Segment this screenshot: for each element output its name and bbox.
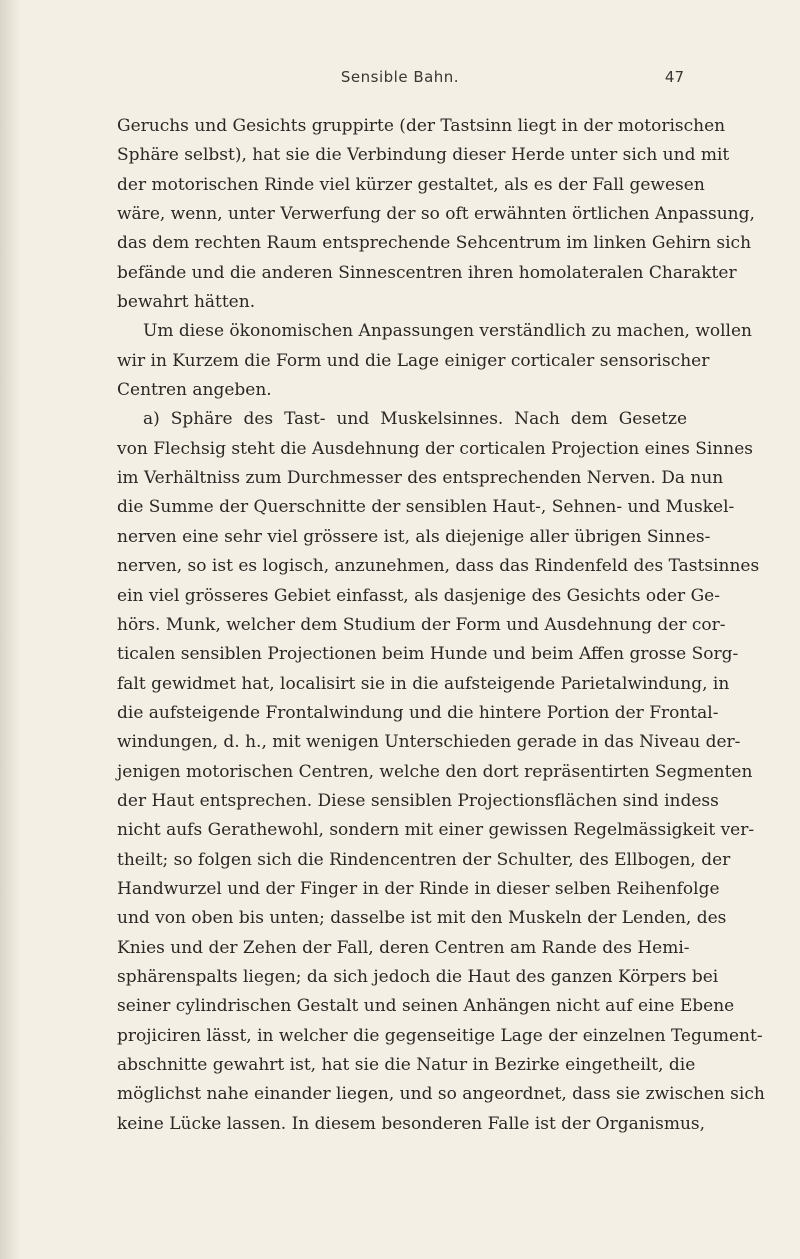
text-line: von Flechsig steht die Ausdehnung der corticalen Projection eines Sinnes bbox=[117, 438, 753, 459]
text-line: projiciren lässt, in welcher die gegenseitige Lage der einzelnen Tegument- bbox=[117, 1025, 763, 1046]
text-line: die aufsteigende Frontalwindung und die hintere Portion der Frontal- bbox=[117, 702, 719, 723]
text-line: nicht aufs Gerathewohl, sondern mit einer gewissen Regelmässigkeit ver- bbox=[117, 820, 755, 841]
text-line: Um diese ökonomischen Anpassungen verständlich zu machen, wollen bbox=[143, 321, 753, 342]
text-line: Centren angeben. bbox=[117, 380, 272, 401]
text-line: Knies und der Zehen der Fall, deren Centren am Rande des Hemi- bbox=[117, 937, 690, 958]
text-line: falt gewidmet hat, localisirt sie in die aufsteigende Parietalwindung, in bbox=[117, 673, 730, 694]
text-line: befände und die anderen Sinnescentren ihren homolateralen Charakter bbox=[117, 262, 737, 283]
page-header bbox=[0, 68, 800, 92]
text-line: keine Lücke lassen. In diesem besonderen Falle ist der Organismus, bbox=[117, 1113, 706, 1134]
text-line: abschnitte gewahrt ist, hat sie die Natur in Bezirke eingetheilt, die bbox=[117, 1055, 696, 1075]
text-line: jenigen motorischen Centren, welche den dort repräsentirten Segmenten bbox=[117, 761, 753, 782]
text-line: nerven, so ist es logisch, anzunehmen, dass das Rindenfeld des Tastsinnes bbox=[117, 556, 760, 577]
page-edge-shadow bbox=[0, 0, 22, 1259]
text-line: und von oben bis unten; dasselbe ist mit den Muskeln der Lenden, des bbox=[117, 908, 727, 929]
text-line: a) Sphäre des Tast- und Muskelsinnes. Nach dem Gesetze bbox=[143, 409, 687, 430]
text-line: der Haut entsprechen. Diese sensiblen Projectionsflächen sind indess bbox=[117, 790, 719, 811]
text-line: windungen, d. h., mit wenigen Unterschieden gerade in das Niveau der- bbox=[117, 732, 741, 753]
text-line: Geruchs und Gesichts gruppirte (der Tastsinn liegt in der motorischen bbox=[117, 116, 726, 136]
text-line: möglichst nahe einander liegen, und so angeordnet, dass sie zwischen sich bbox=[117, 1084, 765, 1105]
text-line: theilt; so folgen sich die Rindencentren der Schulter, des Ellbogen, der bbox=[117, 849, 731, 870]
text-line: das dem rechten Raum entsprechende Sehcentrum im linken Gehirn sich bbox=[117, 233, 752, 254]
text-line: ein viel grösseres Gebiet einfasst, als dasjenige des Gesichts oder Ge- bbox=[117, 585, 720, 606]
page-number: 47 bbox=[664, 68, 684, 86]
text-line: wir in Kurzem die Form und die Lage einiger corticaler sensorischer bbox=[117, 350, 710, 371]
text-line: bewahrt hätten. bbox=[117, 292, 256, 313]
text-line: sphärenspalts liegen; da sich jedoch die Haut des ganzen Körpers bei bbox=[117, 966, 719, 987]
body-text bbox=[117, 112, 765, 1139]
text-line: im Verhältniss zum Durchmesser des entsprechenden Nerven. Da nun bbox=[117, 468, 724, 489]
text-line: nerven eine sehr viel grössere ist, als diejenige aller übrigen Sinnes- bbox=[117, 526, 711, 547]
text-line: Handwurzel und der Finger in der Rinde in dieser selben Reihenfolge bbox=[117, 878, 720, 899]
text-line: hörs. Munk, welcher dem Studium der Form und Ausdehnung der cor- bbox=[117, 614, 726, 635]
text-line: wäre, wenn, unter Verwerfung der so oft erwähnten örtlichen Anpassung, bbox=[117, 204, 755, 225]
running-title: Sensible Bahn. bbox=[340, 68, 460, 86]
text-line: Sphäre selbst), hat sie die Verbindung dieser Herde unter sich und mit bbox=[117, 145, 730, 166]
text-line: seiner cylindrischen Gestalt und seinen Anhängen nicht auf eine Ebene bbox=[117, 996, 735, 1017]
text-line: der motorischen Rinde viel kürzer gestaltet, als es der Fall gewesen bbox=[117, 174, 705, 195]
text-line: ticalen sensiblen Projectionen beim Hunde und beim Affen grosse Sorg- bbox=[117, 644, 739, 665]
text-line: die Summe der Querschnitte der sensiblen Haut-, Sehnen- und Muskel- bbox=[117, 497, 735, 518]
